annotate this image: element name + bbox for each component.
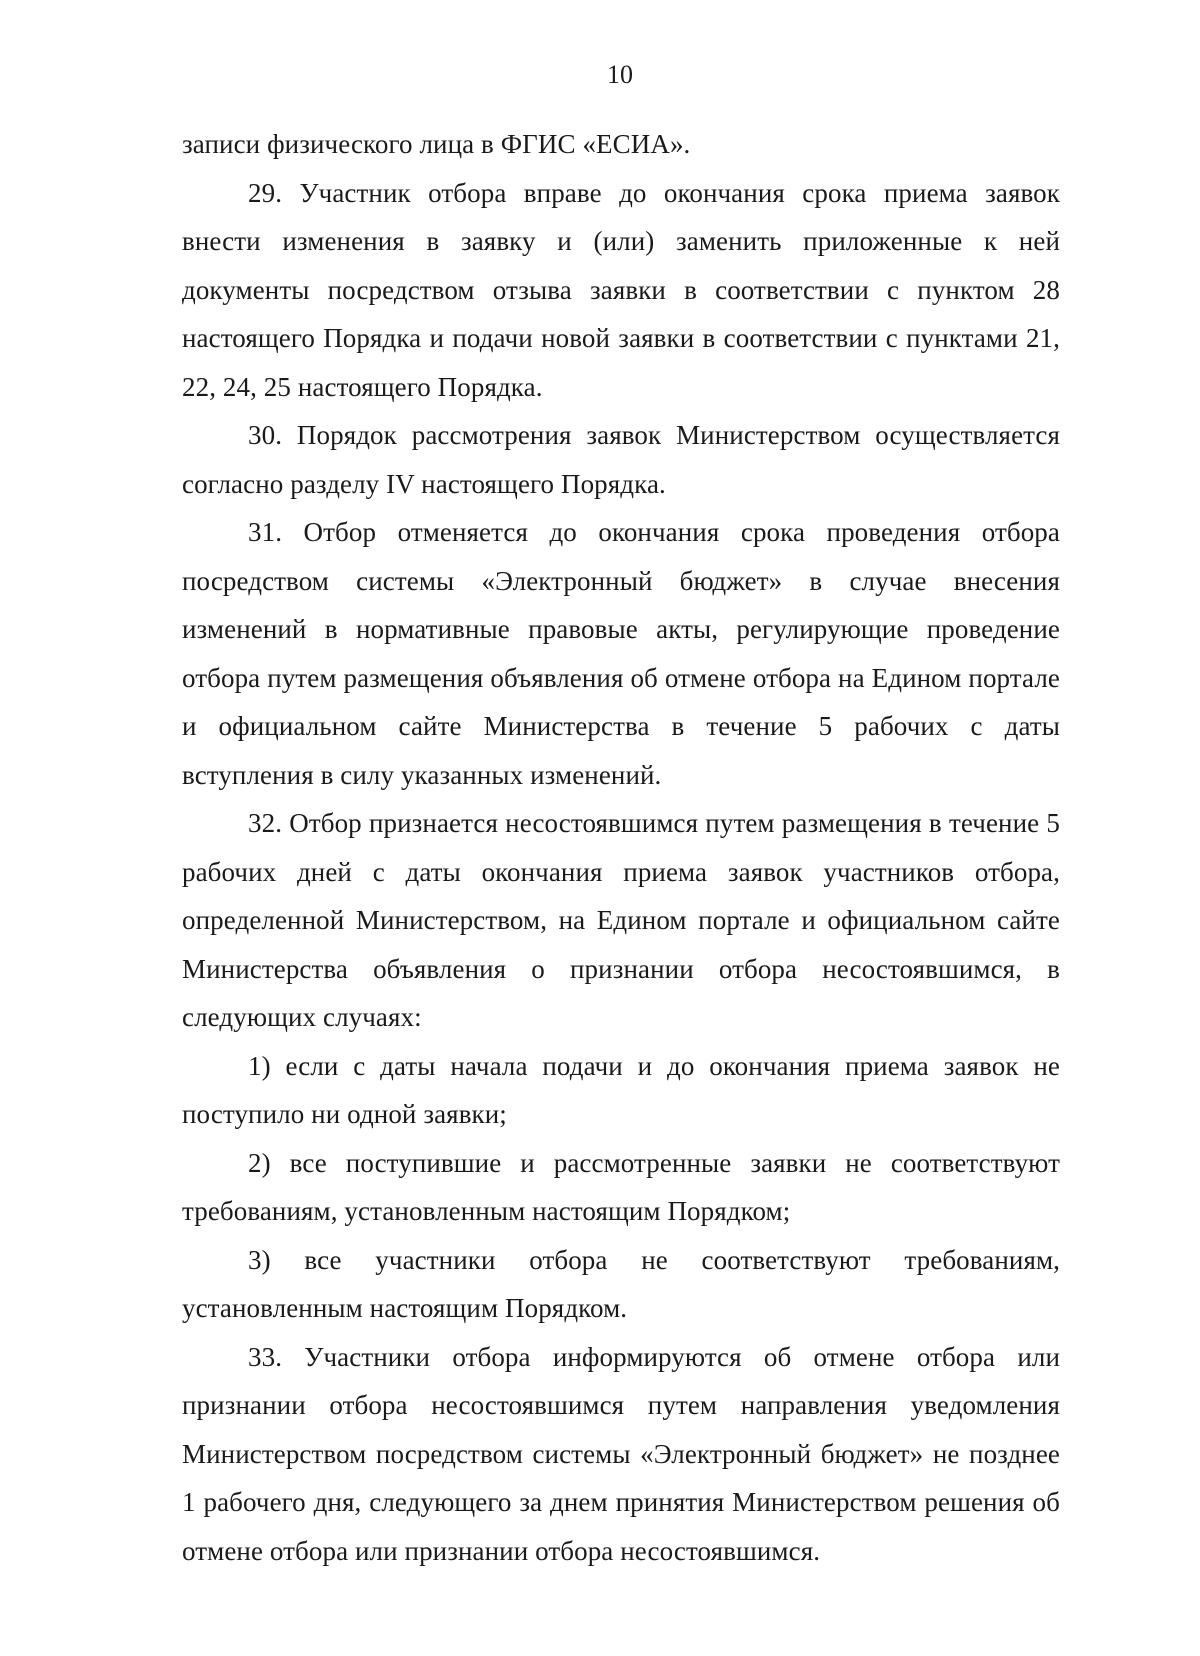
paragraph-32: 32. Отбор признается несостоявшимся путем размещения в течение 5 рабочих дней с даты окончания приема заявок участников отбора, определенной Министерством, на Едином портале и официальном сайте Министерства объявления о признании отбора несостоявшимся, в следующих случаях: — [182, 808, 1060, 1032]
document-body — [182, 120, 1060, 1575]
paragraph-31: 31. Отбор отменяется до окончания срока проведения отбора посредством системы «Электронный бюджет» в случае внесения изменений в нормативные правовые акты, регулирующие проведение отбора путем размещения объявления об отмене отбора на Едином портале и официальном сайте Министерства в течение 5 рабочих с даты вступления в силу указанных изменений. — [182, 517, 1060, 790]
page-number: 10 — [607, 60, 633, 89]
paragraph-continuation: записи физического лица в ФГИС «ЕСИА». — [182, 129, 691, 159]
paragraph-29: 29. Участник отбора вправе до окончания срока приема заявок внести изменения в заявку и (или) заменить приложенные к ней документы посредством отзыва заявки в соответствии с пунктом 28 настоящего Порядка и подачи новой заявки в соответствии с пунктами 21, 22, 24, 25 настоящего Порядка. — [182, 177, 1060, 402]
paragraph-32-item-1: 1) если с даты начала подачи и до окончания приема заявок не поступило ни одной заявки; — [182, 1050, 1060, 1129]
paragraph-32-item-2: 2) все поступившие и рассмотренные заявки не соответствуют требованиям, установленным настоящим Порядком; — [182, 1147, 1060, 1226]
paragraph-32-item-3: 3) все участники отбора не соответствуют требованиям, установленным настоящим Порядком. — [182, 1244, 1060, 1323]
paragraph-30: 30. Порядок рассмотрения заявок Министерством осуществляется согласно разделу IV настоящего Порядка. — [182, 420, 1060, 499]
paragraph-33: 33. Участники отбора информируются об отмене отбора или признании отбора несостоявшимся путем направления уведомления Министерством посредством системы «Электронный бюджет» не позднее 1 рабочего дня, следующего за днем принятия Министерством решения об отмене отбора или признании отбора несостоявшимся. — [182, 1341, 1060, 1566]
